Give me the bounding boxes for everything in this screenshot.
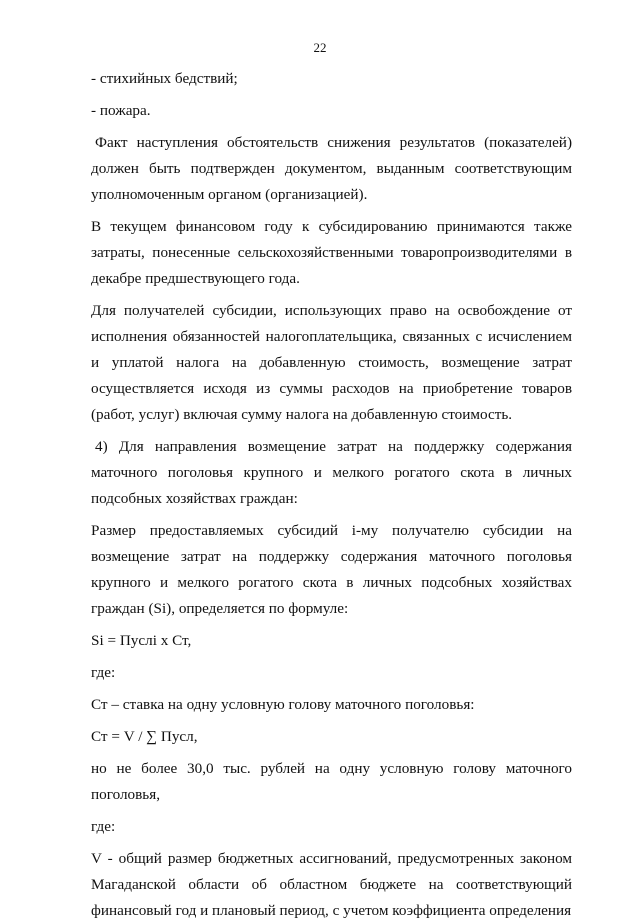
document-body <box>91 66 572 924</box>
list-item-natural-disasters: - стихийных бедствий; <box>91 70 238 87</box>
formula-st: Ст = V / ∑ Пусл, <box>91 728 198 745</box>
formula-si: Si = Пуслi х Ст, <box>91 632 192 649</box>
where-label-2: где: <box>91 818 116 835</box>
paragraph-vat-exemption: Для получателей субсидии, использующих право на освобождение от исполнения обязанностей налогоплательщика, связанных с исчислением и уплатой налога на добавленную стоимость, возмещение затрат осуществляется исходя из суммы расходов на приобретение товаров (работ, услуг) включая сумму налога на добавленную стоимость. <box>91 302 572 423</box>
where-label-1: где: <box>91 664 116 681</box>
list-item-fire: - пожара. <box>91 102 151 119</box>
page-number: 22 <box>313 40 327 55</box>
paragraph-section-4: 4) Для направления возмещение затрат на поддержку содержания маточного поголовья крупного и мелкого рогатого скота в личных подсобных хозяйствах граждан: <box>91 438 572 507</box>
paragraph-subsidy-size: Размер предоставляемых субсидий i-му получателю субсидии на возмещение затрат на поддержку содержания маточного поголовья крупного и мелкого рогатого скота в личных подсобных хозяйствах граждан (Si), определяется по формуле: <box>91 522 572 617</box>
definition-v: V - общий размер бюджетных ассигнований, предусмотренных законом Магаданской области об областном бюджете на соответствующий финансовый год и плановый период, с учетом коэффициента определения <box>91 850 572 919</box>
paragraph-fact-confirmation: Факт наступления обстоятельств снижения результатов (показателей) должен быть подтвержден документом, выданным соответствующим уполномоченным органом (организацией). <box>91 134 572 203</box>
definition-st: Ст – ставка на одну условную голову маточного поголовья: <box>91 696 475 713</box>
paragraph-max-rate: но не более 30,0 тыс. рублей на одну условную голову маточного поголовья, <box>91 760 572 803</box>
paragraph-current-year-costs: В текущем финансовом году к субсидированию принимаются также затраты, понесенные сельскохозяйственными товаропроизводителями в декабре предшествующего года. <box>91 218 572 287</box>
